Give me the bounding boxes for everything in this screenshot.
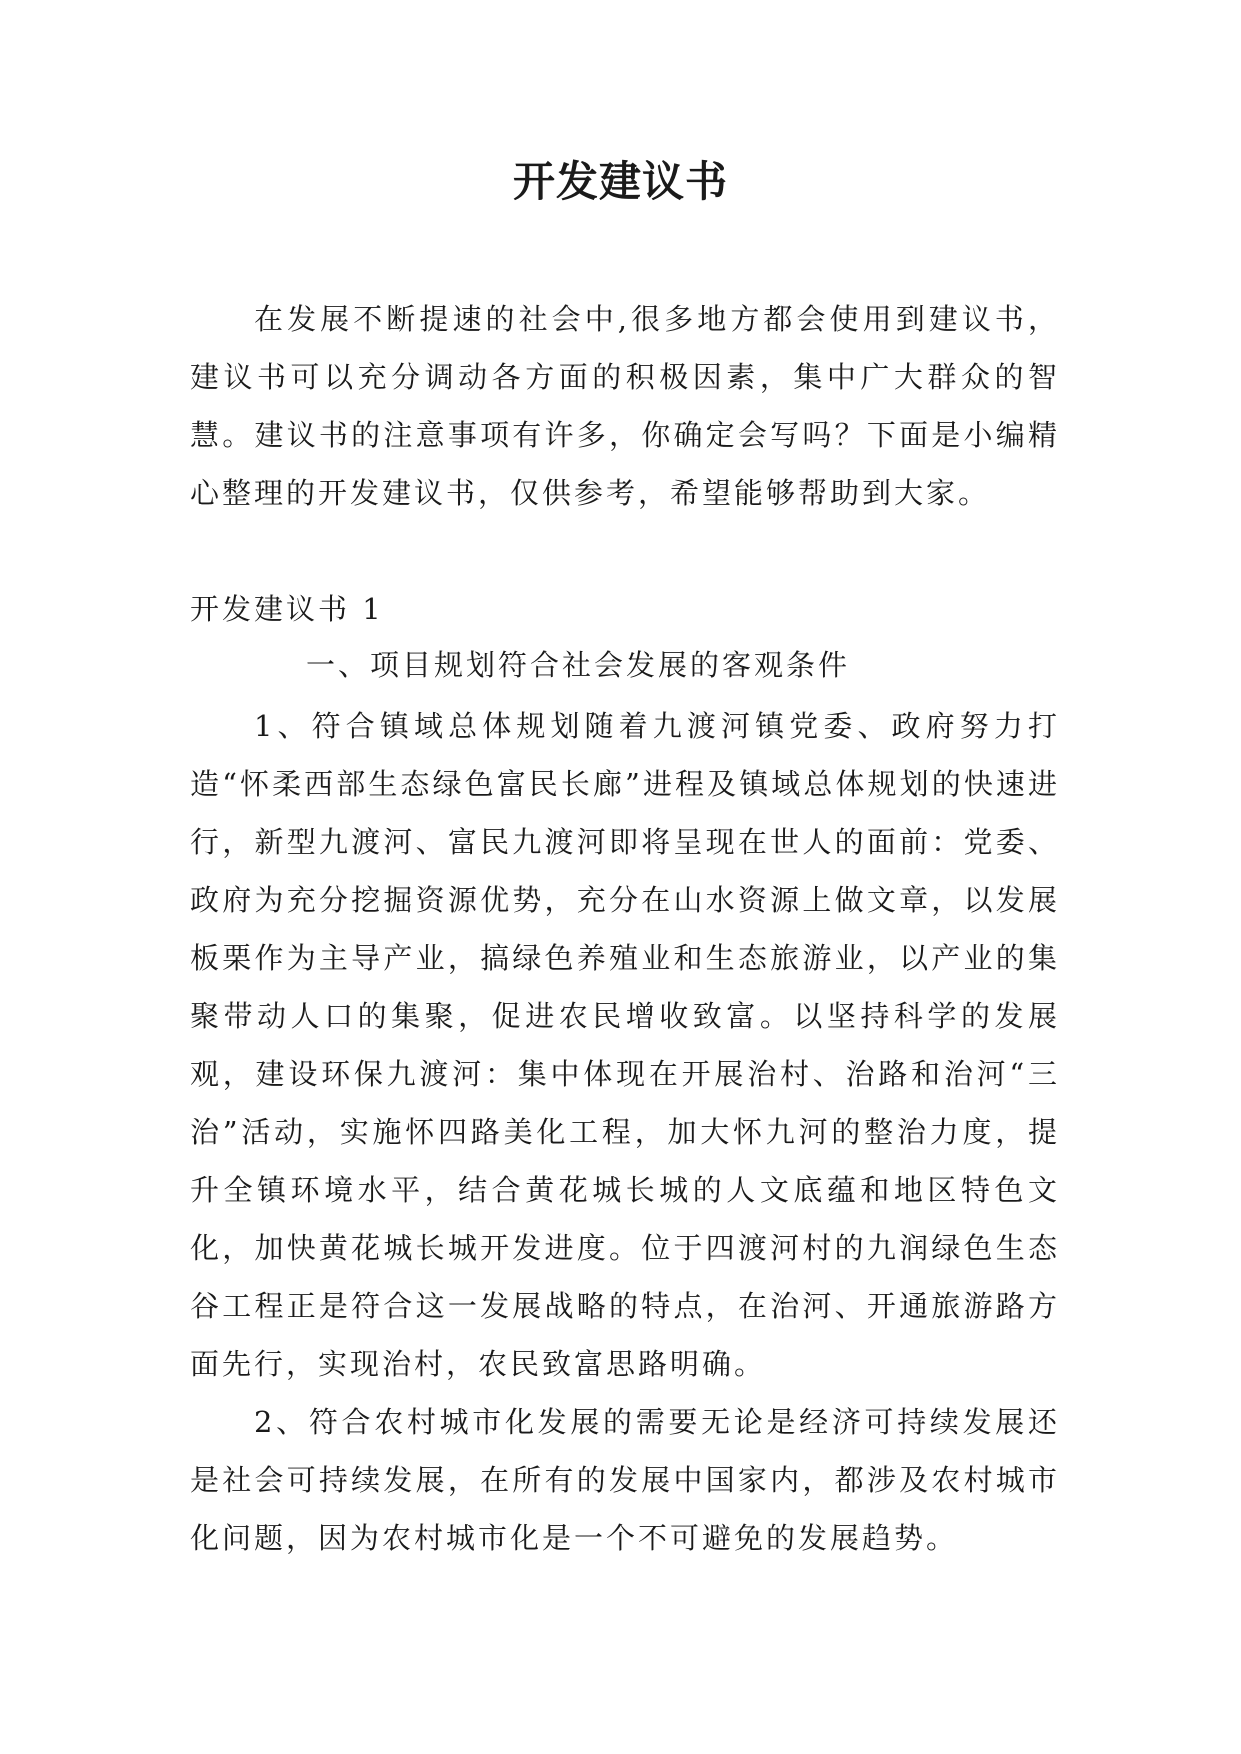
document-title: 开发建议书: [512, 157, 728, 206]
paragraph-1: 1、符合镇域总体规划随着九渡河镇党委、政府努力打造“怀柔西部生态绿色富民长廊”进程及镇域总体规划的快速进行，新型九渡河、富民九渡河即将呈现在世人的面前：党委、政府为充分挖掘资源优势，充分在山水资源上做文章，以发展板栗作为主导产业，搞绿色养殖业和生态旅游业，以产业的集聚带动人口的集聚，促进农民增收致富。以坚持科学的发展观，建设环保九渡河：集中体现在开展治村、治路和治河“三治”活动，实施怀四路美化工程，加大怀九河的整治力度，提升全镇环境水平，结合黄花城长城的人文底蕴和地区特色文化，加快黄花城长城开发进度。位于四渡河村的九润绿色生态谷工程正是符合这一发展战略的特点，在治河、开通旅游路方面先行，实现治村，农民致富思路明确。: [190, 709, 1060, 1381]
section-content: [190, 697, 1060, 1567]
section-heading: 开发建议书 1: [190, 592, 384, 626]
intro-paragraph: 在发展不断提速的社会中,很多地方都会使用到建议书，建议书可以充分调动各方面的积极因素，集中广大群众的智慧。建议书的注意事项有许多，你确定会写吗？下面是小编精心整理的开发建议书，仅供参考，希望能够帮助到大家。: [190, 302, 1060, 510]
paragraph-2: 2、符合农村城市化发展的需要无论是经济可持续发展还是社会可持续发展，在所有的发展中国家内，都涉及农村城市化问题，因为农村城市化是一个不可避免的发展趋势。: [190, 1405, 1060, 1555]
subsection-heading: 一、项目规划符合社会发展的客观条件: [306, 648, 851, 682]
